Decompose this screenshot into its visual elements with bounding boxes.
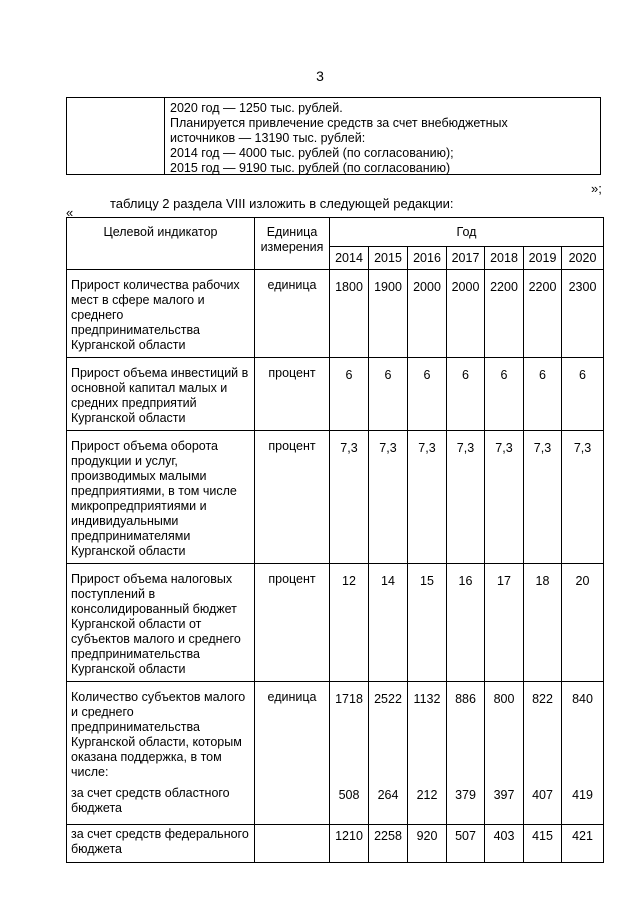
indicators-table bbox=[66, 217, 604, 863]
continuation-line: 2020 год — 1250 тыс. рублей. bbox=[170, 101, 343, 115]
header-year-group: Год bbox=[330, 218, 604, 247]
value-cell: 415 bbox=[524, 824, 562, 862]
value-cell: 2258 bbox=[369, 824, 408, 862]
value-cell: 403 bbox=[485, 824, 524, 862]
value-cell: 840 bbox=[562, 682, 604, 785]
instruction-text: таблицу 2 раздела VIII изложить в следующей редакции: bbox=[110, 196, 454, 211]
value-cell: 2000 bbox=[408, 270, 447, 358]
value-cell: 886 bbox=[447, 682, 485, 785]
value-cell: 6 bbox=[524, 358, 562, 431]
value-cell: 397 bbox=[485, 784, 524, 824]
sub-indicator-cell: за счет средств областного бюджета bbox=[67, 784, 255, 824]
value-cell: 7,3 bbox=[408, 431, 447, 564]
value-cell: 1900 bbox=[369, 270, 408, 358]
value-cell: 2200 bbox=[485, 270, 524, 358]
value-cell: 379 bbox=[447, 784, 485, 824]
value-cell: 2522 bbox=[369, 682, 408, 785]
value-cell: 1800 bbox=[330, 270, 369, 358]
value-cell: 212 bbox=[408, 784, 447, 824]
close-quote: »; bbox=[591, 181, 602, 196]
value-cell: 508 bbox=[330, 784, 369, 824]
table-sub-row bbox=[67, 784, 604, 824]
continuation-line: 2014 год — 4000 тыс. рублей (по согласованию); bbox=[170, 146, 454, 160]
value-cell: 6 bbox=[330, 358, 369, 431]
value-cell: 2200 bbox=[524, 270, 562, 358]
header-unit bbox=[255, 218, 330, 270]
value-cell: 20 bbox=[562, 564, 604, 682]
value-cell: 7,3 bbox=[485, 431, 524, 564]
unit-cell: процент bbox=[255, 564, 330, 682]
indicator-cell: Прирост объема оборота продукции и услуг, производимых малыми предприятиями, в том числе микропредприятиями и индивидуальными предпринимателями Курганской области bbox=[67, 431, 255, 564]
table-row bbox=[67, 564, 604, 682]
header-year: 2020 bbox=[562, 247, 604, 270]
table-sub-row bbox=[67, 824, 604, 862]
header-year: 2015 bbox=[369, 247, 408, 270]
value-cell: 7,3 bbox=[524, 431, 562, 564]
value-cell: 6 bbox=[562, 358, 604, 431]
header-year: 2014 bbox=[330, 247, 369, 270]
open-quote: « bbox=[66, 205, 74, 220]
value-cell: 1718 bbox=[330, 682, 369, 785]
page-number: 3 bbox=[316, 68, 324, 84]
value-cell: 16 bbox=[447, 564, 485, 682]
value-cell: 264 bbox=[369, 784, 408, 824]
indicator-cell: Прирост количества рабочих мест в сфере малого и среднего предпринимательства Курганской области bbox=[67, 270, 255, 358]
indicator-cell: Прирост объема налоговых поступлений в консолидированный бюджет Курганской области от субъектов малого и среднего предпринимательства Курганской области bbox=[67, 564, 255, 682]
unit-cell: единица bbox=[255, 270, 330, 358]
continuation-text bbox=[170, 101, 595, 176]
value-cell: 6 bbox=[485, 358, 524, 431]
value-cell: 2000 bbox=[447, 270, 485, 358]
header-year: 2016 bbox=[408, 247, 447, 270]
table-row bbox=[67, 431, 604, 564]
value-cell: 920 bbox=[408, 824, 447, 862]
value-cell: 15 bbox=[408, 564, 447, 682]
value-cell: 6 bbox=[369, 358, 408, 431]
indicator-cell: Прирост объема инвестиций в основной капитал малых и средних предприятий Курганской области bbox=[67, 358, 255, 431]
sub-indicator-cell: за счет средств федерального бюджета bbox=[67, 824, 255, 862]
value-cell: 419 bbox=[562, 784, 604, 824]
header-year: 2017 bbox=[447, 247, 485, 270]
value-cell: 822 bbox=[524, 682, 562, 785]
continuation-line: Планируется привлечение средств за счет внебюджетных bbox=[170, 116, 508, 130]
value-cell: 12 bbox=[330, 564, 369, 682]
value-cell: 507 bbox=[447, 824, 485, 862]
header-year: 2018 bbox=[485, 247, 524, 270]
value-cell: 1210 bbox=[330, 824, 369, 862]
header-indicator: Целевой индикатор bbox=[67, 218, 255, 270]
unit-cell bbox=[255, 784, 330, 824]
value-cell: 6 bbox=[447, 358, 485, 431]
header-year: 2019 bbox=[524, 247, 562, 270]
table-row bbox=[67, 682, 604, 785]
value-cell: 18 bbox=[524, 564, 562, 682]
continuation-line: 2015 год — 9190 тыс. рублей (по согласованию) bbox=[170, 161, 451, 175]
value-cell: 1132 bbox=[408, 682, 447, 785]
continuation-line: источников — 13190 тыс. рублей: bbox=[170, 131, 366, 145]
unit-cell bbox=[255, 824, 330, 862]
value-cell: 800 bbox=[485, 682, 524, 785]
value-cell: 17 bbox=[485, 564, 524, 682]
table-row bbox=[67, 270, 604, 358]
table-row bbox=[67, 358, 604, 431]
indicator-cell: Количество субъектов малого и среднего предпринимательства Курганской области, которым оказана поддержка, в том числе: bbox=[67, 682, 255, 785]
header-unit-line: измерения bbox=[260, 240, 324, 254]
unit-cell: процент bbox=[255, 358, 330, 431]
header-unit-line: Единица bbox=[266, 225, 318, 239]
value-cell: 6 bbox=[408, 358, 447, 431]
value-cell: 421 bbox=[562, 824, 604, 862]
value-cell: 407 bbox=[524, 784, 562, 824]
unit-cell: процент bbox=[255, 431, 330, 564]
unit-cell: единица bbox=[255, 682, 330, 785]
value-cell: 7,3 bbox=[330, 431, 369, 564]
value-cell: 7,3 bbox=[562, 431, 604, 564]
value-cell: 7,3 bbox=[447, 431, 485, 564]
value-cell: 7,3 bbox=[369, 431, 408, 564]
continuation-table bbox=[66, 97, 601, 175]
value-cell: 2300 bbox=[562, 270, 604, 358]
value-cell: 14 bbox=[369, 564, 408, 682]
continuation-divider bbox=[164, 98, 165, 174]
